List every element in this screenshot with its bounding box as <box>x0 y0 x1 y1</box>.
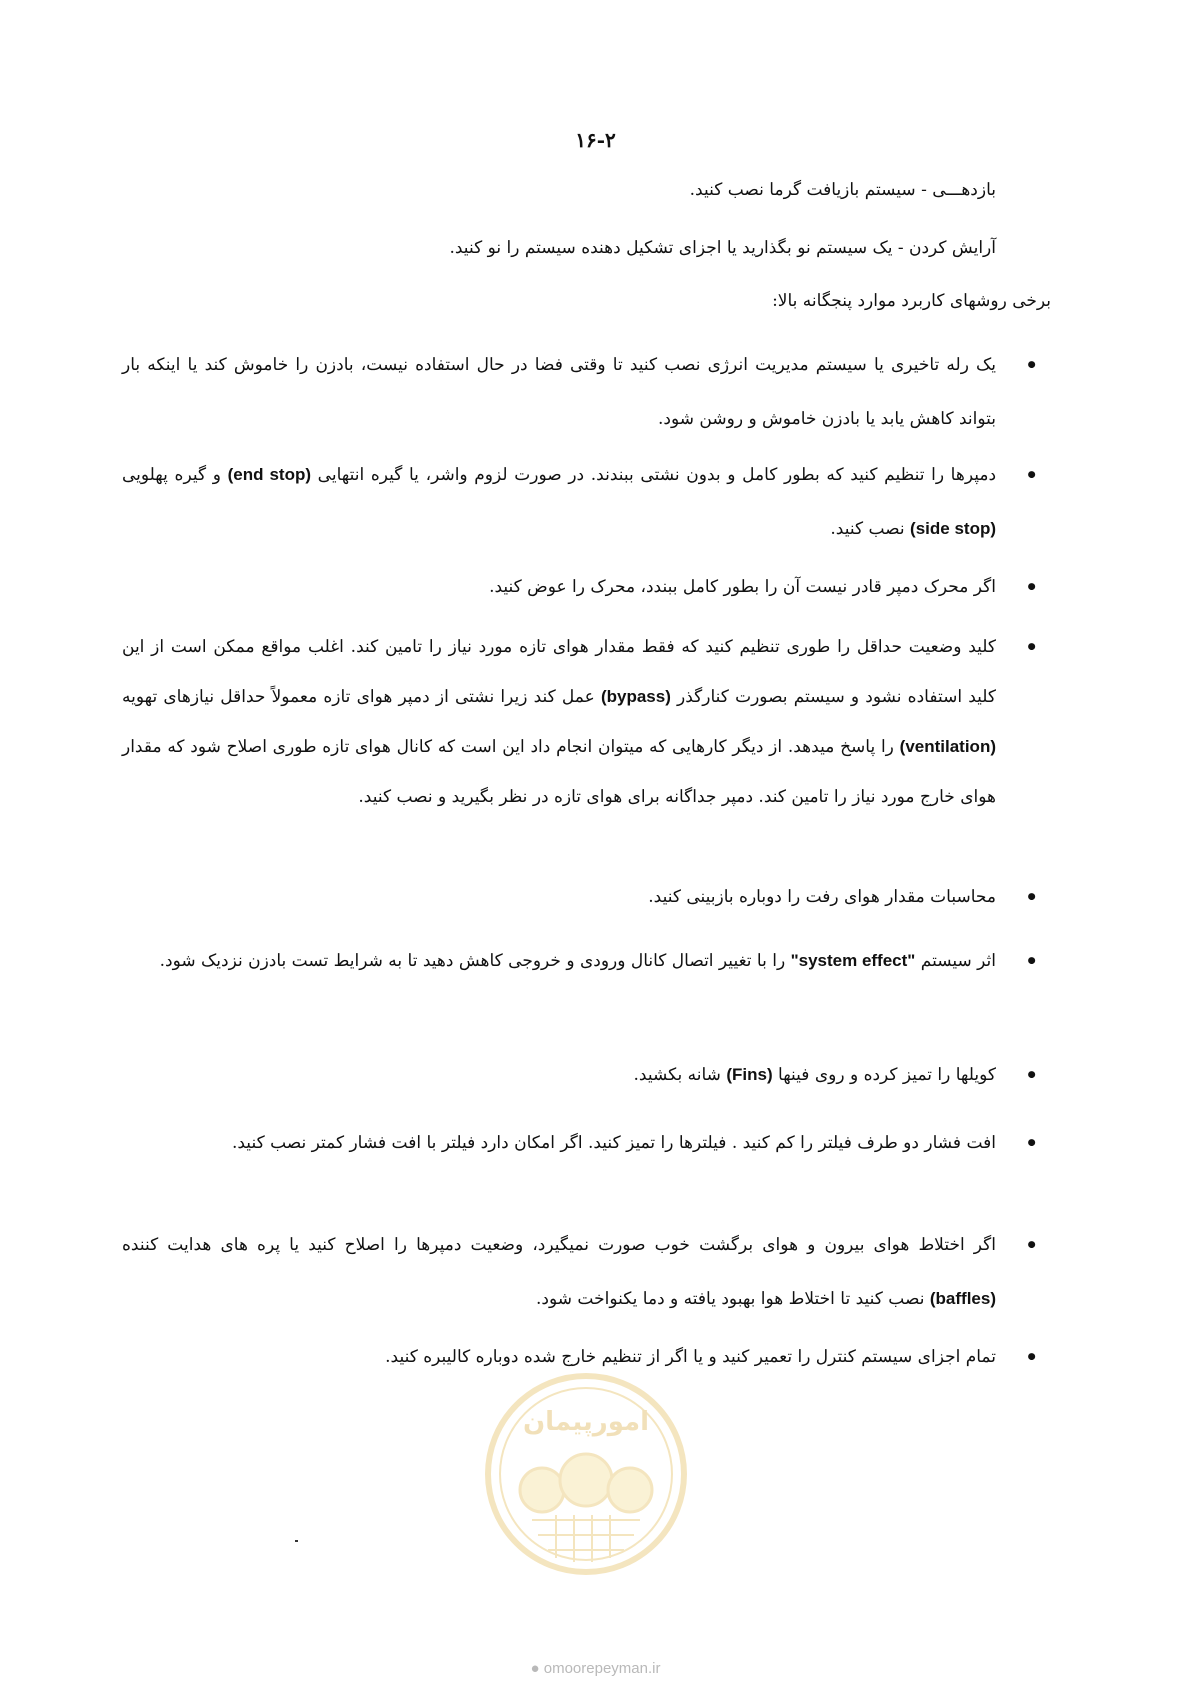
gear-icon <box>560 1454 612 1506</box>
list-item-text: افت فشار دو طرف فیلتر را کم کنید . فیلترها را تمیز کنید. اگر امکان دارد فیلتر با افت فشار کمتر نصب کنید. <box>231 1133 996 1153</box>
page-number: ۱۶-۲ <box>575 128 616 152</box>
list-item-text: کویلها را تمیز کرده و روی فینها <box>772 1065 996 1085</box>
list-item-text: کلید وضعیت حداقل را طوری تنظیم کنید که فقط مقدار هوای تازه مورد نیاز را تامین کند. اغلب مواقع ممکن است از این کلید استفاده نشود و سیستم بصورت کنارگذر <box>122 637 996 707</box>
gear-icon <box>520 1468 564 1512</box>
list-item-text: و گیره پهلویی <box>122 465 228 485</box>
bullet-icon: • <box>1025 885 1038 909</box>
list-item-text: را با تغییر اتصال کانال ورودی و خروجی کاهش دهید تا به شرایط تست بادزن نزدیک شود. <box>159 951 791 971</box>
bullet-icon: • <box>1025 1345 1038 1369</box>
term-fins: (Fins) <box>726 1065 773 1084</box>
watermark-seal-icon <box>482 1370 690 1578</box>
list-item-text: شانه بکشید. <box>633 1065 727 1085</box>
list-item <box>122 560 1038 614</box>
list-item-text: دمپرها را تنظیم کنید که بطور کامل و بدون نشتی ببندند. در صورت لزوم واشر، یا گیره انتهایی <box>311 465 997 485</box>
list-item-text: اثر سیستم <box>915 951 996 971</box>
list-item-text: یک رله تاخیری یا سیستم مدیریت انرژی نصب کنید تا وقتی فضا در حال استفاده نیست، بادزن را خاموش کند یا اینکه بار بتواند کاهش یابد یا بادزن خاموش و روشن شود. <box>122 355 996 429</box>
bullet-icon: • <box>1025 1063 1038 1087</box>
list-item-text: اگر محرک دمپر قادر نیست آن را بطور کامل ببندد، محرک را عوض کنید. <box>489 577 996 597</box>
grid-pattern <box>532 1515 640 1562</box>
term-side-stop: (side stop) <box>910 519 996 538</box>
intro-line-retrofit: آرایش کردن - یک سیستم نو بگذارید یا اجزای تشکیل دهنده سیستم را نو کنید. <box>449 238 996 258</box>
list-item <box>122 622 1038 822</box>
list-item-text: را پاسخ میدهد. از دیگر کارهایی که میتوان انجام داد این است که کانال هوای تازه طوری اصلاح شود که مقدار هوای خارج مورد نیاز را تامین کند. دمپر جداگانه برای هوای تازه در نظر بگیرید و نصب کنید. <box>122 737 996 807</box>
term-end-stop: (end stop) <box>227 465 312 484</box>
intro-line-methods-heading: برخی روشهای کاربرد موارد پنجگانه بالا: <box>772 291 1051 311</box>
footer-website-text: omoorepeyman.ir <box>543 1660 661 1677</box>
seal-text: امورپیمان <box>522 1407 650 1437</box>
bullet-icon: • <box>1025 353 1038 377</box>
bullet-icon: • <box>1025 635 1038 659</box>
list-item <box>122 448 1038 556</box>
list-item <box>122 1116 1038 1170</box>
bullet-icon: • <box>1025 949 1038 973</box>
globe-icon: ● <box>530 1660 544 1677</box>
list-item <box>122 934 1038 988</box>
bullet-icon: • <box>1025 1233 1038 1257</box>
intro-line-efficiency: بازدهـــی - سیستم بازیافت گرما نصب کنید. <box>689 180 996 200</box>
list-item-text: اگر اختلاط هوای بیرون و هوای برگشت خوب صورت نمیگیرد، وضعیت دمپرها را اصلاح کنید یا پره های هدایت کننده <box>122 1235 996 1255</box>
list-item <box>122 870 1038 924</box>
bullet-icon: • <box>1025 1131 1038 1155</box>
gear-icon <box>608 1468 652 1512</box>
list-item <box>122 338 1038 446</box>
term-bypass: (bypass) <box>600 687 671 706</box>
list-item-text: محاسبات مقدار هوای رفت را دوباره بازبینی کنید. <box>648 887 996 907</box>
list-item-text: تمام اجزای سیستم کنترل را تعمیر کنید و یا اگر از تنظیم خارج شده دوباره کالیبره کنید. <box>385 1347 996 1367</box>
list-item-text: نصب کنید. <box>830 519 911 539</box>
list-item-text: عمل کند زیرا نشتی از دمپر هوای تازه معمولاً حداقل نیازهای تهویه <box>122 687 601 707</box>
term-system-effect: "system effect" <box>790 951 916 970</box>
list-item-text: نصب کنید تا اختلاط هوا بهبود یافته و دما یکنواخت شود. <box>536 1289 930 1309</box>
list-item <box>122 1218 1038 1326</box>
bullet-icon: • <box>1025 575 1038 599</box>
list-item <box>122 1048 1038 1102</box>
term-ventilation: (ventilation) <box>899 737 996 756</box>
bullet-icon: • <box>1025 463 1038 487</box>
scan-speck <box>295 1540 298 1542</box>
footer-website <box>0 1660 1191 1677</box>
term-baffles: (baffles) <box>929 1289 996 1308</box>
